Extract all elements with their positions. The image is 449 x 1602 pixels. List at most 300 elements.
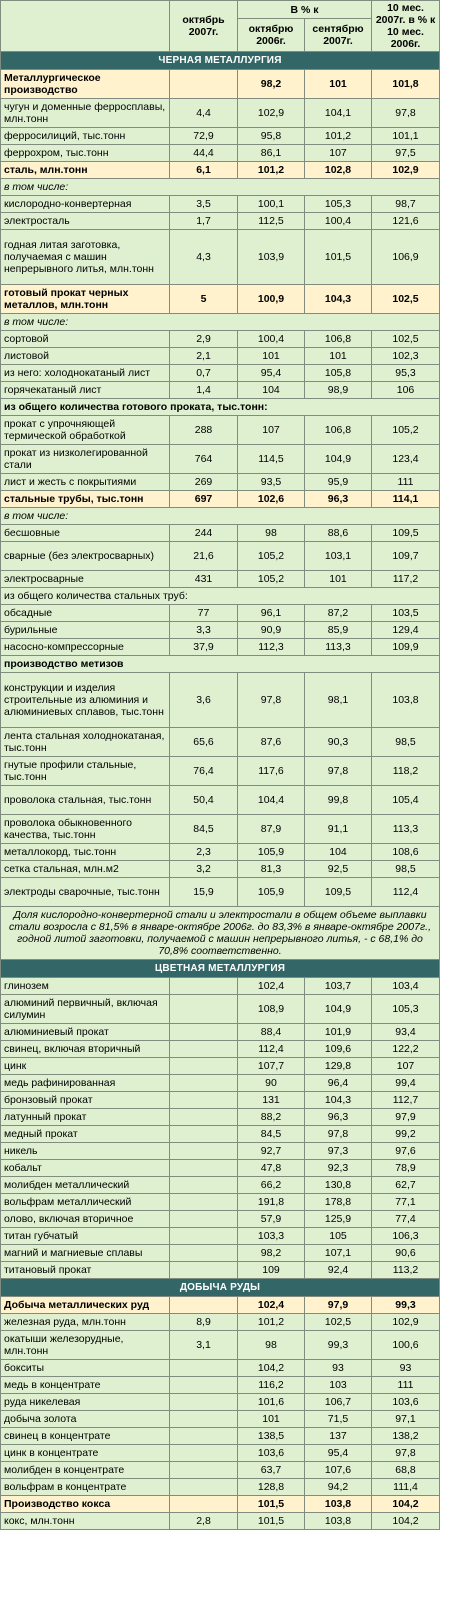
table-row xyxy=(1,1314,440,1331)
value-vs-oct-2006: 128,8 xyxy=(238,1479,305,1496)
header-sep-2007: сентябрю 2007г. xyxy=(305,19,372,52)
section-header: ДОБЫЧА РУДЫ xyxy=(1,1279,440,1297)
value-vs-oct-2006: 93,5 xyxy=(238,474,305,491)
value-vs-oct-2006: 112,4 xyxy=(238,1041,305,1058)
value-10-months: 62,7 xyxy=(372,1177,440,1194)
value-vs-oct-2006: 103,9 xyxy=(238,230,305,285)
value-vs-sep-2007: 97,8 xyxy=(305,1126,372,1143)
value-10-months: 77,1 xyxy=(372,1194,440,1211)
row-label: феррохром, тыс.тонн xyxy=(1,145,170,162)
table-row xyxy=(1,416,440,445)
section-header: ЦВЕТНАЯ МЕТАЛЛУРГИЯ xyxy=(1,960,440,978)
table-row xyxy=(1,1211,440,1228)
row-label: медь в концентрате xyxy=(1,1377,170,1394)
value-10-months: 102,5 xyxy=(372,331,440,348)
value-oct-2007 xyxy=(170,1428,238,1445)
row-label: из него: холоднокатаный лист xyxy=(1,365,170,382)
value-vs-oct-2006: 101,5 xyxy=(238,1513,305,1530)
row-label: бронзовый прокат xyxy=(1,1092,170,1109)
value-oct-2007: 65,6 xyxy=(170,728,238,757)
row-label: листовой xyxy=(1,348,170,365)
table-row xyxy=(1,285,440,314)
value-10-months: 103,6 xyxy=(372,1394,440,1411)
table-row xyxy=(1,508,440,525)
row-label: окатыши железорудные, млн.тонн xyxy=(1,1331,170,1360)
value-vs-sep-2007: 104,9 xyxy=(305,995,372,1024)
value-vs-sep-2007: 137 xyxy=(305,1428,372,1445)
value-vs-oct-2006: 101,6 xyxy=(238,1394,305,1411)
value-vs-sep-2007: 92,4 xyxy=(305,1262,372,1279)
row-label: сталь, млн.тонн xyxy=(1,162,170,179)
value-vs-sep-2007: 178,8 xyxy=(305,1194,372,1211)
value-vs-sep-2007: 104,9 xyxy=(305,445,372,474)
value-vs-sep-2007: 85,9 xyxy=(305,622,372,639)
table-row xyxy=(1,1228,440,1245)
value-oct-2007 xyxy=(170,1211,238,1228)
value-oct-2007: 2,8 xyxy=(170,1513,238,1530)
value-oct-2007: 431 xyxy=(170,571,238,588)
value-vs-oct-2006: 138,5 xyxy=(238,1428,305,1445)
value-vs-oct-2006: 105,2 xyxy=(238,542,305,571)
value-vs-oct-2006: 109 xyxy=(238,1262,305,1279)
value-vs-sep-2007: 107,1 xyxy=(305,1245,372,1262)
value-vs-oct-2006: 191,8 xyxy=(238,1194,305,1211)
value-oct-2007 xyxy=(170,1411,238,1428)
value-vs-sep-2007: 109,6 xyxy=(305,1041,372,1058)
value-oct-2007 xyxy=(170,1194,238,1211)
value-vs-oct-2006: 103,3 xyxy=(238,1228,305,1245)
table-row xyxy=(1,960,440,978)
value-vs-oct-2006: 81,3 xyxy=(238,861,305,878)
row-label: вольфрам металлический xyxy=(1,1194,170,1211)
value-vs-sep-2007: 101 xyxy=(305,70,372,99)
row-label: руда никелевая xyxy=(1,1394,170,1411)
value-vs-sep-2007: 95,4 xyxy=(305,1445,372,1462)
row-label: проволока обыкновенного качества, тыс.тонн xyxy=(1,815,170,844)
value-vs-oct-2006: 98 xyxy=(238,1331,305,1360)
table-row xyxy=(1,1360,440,1377)
row-label: проволока стальная, тыс.тонн xyxy=(1,786,170,815)
value-10-months: 98,7 xyxy=(372,196,440,213)
value-vs-oct-2006: 98 xyxy=(238,525,305,542)
value-oct-2007: 2,3 xyxy=(170,844,238,861)
value-oct-2007: 288 xyxy=(170,416,238,445)
row-label: титан губчатый xyxy=(1,1228,170,1245)
value-vs-oct-2006: 57,9 xyxy=(238,1211,305,1228)
value-vs-oct-2006: 114,5 xyxy=(238,445,305,474)
row-label: бесшовные xyxy=(1,525,170,542)
value-vs-sep-2007: 130,8 xyxy=(305,1177,372,1194)
value-vs-oct-2006: 101 xyxy=(238,348,305,365)
value-10-months: 105,3 xyxy=(372,995,440,1024)
value-10-months: 113,3 xyxy=(372,815,440,844)
row-label: годная литая заготовка, получаемая с машин непрерывного литья, млн.тонн xyxy=(1,230,170,285)
value-vs-sep-2007: 106,8 xyxy=(305,331,372,348)
table-row xyxy=(1,1331,440,1360)
value-vs-oct-2006: 98,2 xyxy=(238,70,305,99)
value-vs-sep-2007: 104,3 xyxy=(305,1092,372,1109)
value-oct-2007: 2,1 xyxy=(170,348,238,365)
table-row xyxy=(1,474,440,491)
value-10-months: 138,2 xyxy=(372,1428,440,1445)
value-oct-2007: 4,3 xyxy=(170,230,238,285)
value-vs-sep-2007: 87,2 xyxy=(305,605,372,622)
row-label: электросталь xyxy=(1,213,170,230)
value-10-months: 109,7 xyxy=(372,542,440,571)
value-vs-sep-2007: 101 xyxy=(305,348,372,365)
value-10-months: 102,3 xyxy=(372,348,440,365)
value-10-months: 90,6 xyxy=(372,1245,440,1262)
row-label: бурильные xyxy=(1,622,170,639)
value-oct-2007 xyxy=(170,1143,238,1160)
value-10-months: 106,9 xyxy=(372,230,440,285)
table-row xyxy=(1,491,440,508)
table-row xyxy=(1,1143,440,1160)
table-row xyxy=(1,445,440,474)
value-vs-oct-2006: 100,4 xyxy=(238,331,305,348)
value-vs-sep-2007: 103,1 xyxy=(305,542,372,571)
value-oct-2007 xyxy=(170,1262,238,1279)
table-row xyxy=(1,978,440,995)
value-10-months: 97,9 xyxy=(372,1109,440,1126)
value-vs-sep-2007: 99,8 xyxy=(305,786,372,815)
value-vs-oct-2006: 107,7 xyxy=(238,1058,305,1075)
value-10-months: 111 xyxy=(372,474,440,491)
value-oct-2007 xyxy=(170,1479,238,1496)
value-vs-oct-2006: 112,5 xyxy=(238,213,305,230)
subgroup-label: в том числе: xyxy=(1,314,440,331)
value-10-months: 97,6 xyxy=(372,1143,440,1160)
value-oct-2007 xyxy=(170,1126,238,1143)
value-vs-sep-2007: 96,3 xyxy=(305,491,372,508)
table-row xyxy=(1,1194,440,1211)
row-label: электросварные xyxy=(1,571,170,588)
table-row xyxy=(1,588,440,605)
value-vs-oct-2006: 95,4 xyxy=(238,365,305,382)
section-header: ЧЕРНАЯ МЕТАЛЛУРГИЯ xyxy=(1,52,440,70)
table-row xyxy=(1,382,440,399)
row-label: цинк xyxy=(1,1058,170,1075)
value-oct-2007 xyxy=(170,1024,238,1041)
value-vs-sep-2007: 98,1 xyxy=(305,673,372,728)
row-label: молибден металлический xyxy=(1,1177,170,1194)
value-vs-sep-2007: 106,8 xyxy=(305,416,372,445)
value-vs-oct-2006: 131 xyxy=(238,1092,305,1109)
value-10-months: 123,4 xyxy=(372,445,440,474)
table-row xyxy=(1,571,440,588)
value-vs-sep-2007: 103,8 xyxy=(305,1496,372,1513)
row-label: ферросилиций, тыс.тонн xyxy=(1,128,170,145)
value-vs-sep-2007: 101,9 xyxy=(305,1024,372,1041)
value-vs-sep-2007: 104 xyxy=(305,844,372,861)
table-row xyxy=(1,52,440,70)
table-row xyxy=(1,1279,440,1297)
row-label: Производство кокса xyxy=(1,1496,170,1513)
value-10-months: 122,2 xyxy=(372,1041,440,1058)
table-row xyxy=(1,331,440,348)
value-10-months: 97,8 xyxy=(372,99,440,128)
header-blank xyxy=(1,1,170,52)
row-label: медный прокат xyxy=(1,1126,170,1143)
value-vs-sep-2007: 101,2 xyxy=(305,128,372,145)
row-label: Добыча металлических руд xyxy=(1,1297,170,1314)
row-label: олово, включая вторичное xyxy=(1,1211,170,1228)
value-vs-sep-2007: 96,3 xyxy=(305,1109,372,1126)
value-oct-2007: 2,9 xyxy=(170,331,238,348)
value-vs-sep-2007: 105,8 xyxy=(305,365,372,382)
value-oct-2007: 697 xyxy=(170,491,238,508)
value-vs-sep-2007: 101,5 xyxy=(305,230,372,285)
value-vs-sep-2007: 104,3 xyxy=(305,285,372,314)
value-10-months: 97,5 xyxy=(372,145,440,162)
value-vs-sep-2007: 103,7 xyxy=(305,978,372,995)
value-10-months: 78,9 xyxy=(372,1160,440,1177)
value-10-months: 114,1 xyxy=(372,491,440,508)
value-vs-sep-2007: 94,2 xyxy=(305,1479,372,1496)
row-label: горячекатаный лист xyxy=(1,382,170,399)
value-oct-2007: 764 xyxy=(170,445,238,474)
value-vs-sep-2007: 102,8 xyxy=(305,162,372,179)
value-vs-sep-2007: 102,5 xyxy=(305,1314,372,1331)
value-oct-2007: 3,5 xyxy=(170,196,238,213)
table-row xyxy=(1,656,440,673)
value-10-months: 93 xyxy=(372,1360,440,1377)
value-vs-oct-2006: 86,1 xyxy=(238,145,305,162)
value-vs-oct-2006: 63,7 xyxy=(238,1462,305,1479)
group-label: из общего количества стальных труб: xyxy=(1,588,440,605)
table-row xyxy=(1,1377,440,1394)
table-row xyxy=(1,314,440,331)
value-oct-2007: 50,4 xyxy=(170,786,238,815)
value-vs-oct-2006: 90 xyxy=(238,1075,305,1092)
table-body xyxy=(1,52,440,1530)
value-oct-2007: 3,3 xyxy=(170,622,238,639)
row-label: латунный прокат xyxy=(1,1109,170,1126)
value-vs-sep-2007: 129,8 xyxy=(305,1058,372,1075)
value-vs-oct-2006: 101,2 xyxy=(238,1314,305,1331)
value-10-months: 106 xyxy=(372,382,440,399)
value-10-months: 68,8 xyxy=(372,1462,440,1479)
value-10-months: 104,2 xyxy=(372,1513,440,1530)
table-row xyxy=(1,605,440,622)
value-oct-2007: 4,4 xyxy=(170,99,238,128)
value-oct-2007 xyxy=(170,995,238,1024)
value-oct-2007: 3,1 xyxy=(170,1331,238,1360)
value-10-months: 105,4 xyxy=(372,786,440,815)
value-vs-oct-2006: 96,1 xyxy=(238,605,305,622)
value-10-months: 107 xyxy=(372,1058,440,1075)
value-vs-oct-2006: 100,1 xyxy=(238,196,305,213)
row-label: лента стальная холоднокатаная, тыс.тонн xyxy=(1,728,170,757)
value-10-months: 100,6 xyxy=(372,1331,440,1360)
value-vs-sep-2007: 99,3 xyxy=(305,1331,372,1360)
value-10-months: 97,8 xyxy=(372,1445,440,1462)
header-percent-group: В % к xyxy=(238,1,372,19)
table-row xyxy=(1,786,440,815)
value-oct-2007: 72,9 xyxy=(170,128,238,145)
table-row xyxy=(1,1058,440,1075)
value-vs-oct-2006: 100,9 xyxy=(238,285,305,314)
row-label: кокс, млн.тонн xyxy=(1,1513,170,1530)
value-vs-sep-2007: 100,4 xyxy=(305,213,372,230)
value-oct-2007: 3,6 xyxy=(170,673,238,728)
table-row xyxy=(1,673,440,728)
value-vs-oct-2006: 97,8 xyxy=(238,673,305,728)
table-row xyxy=(1,1041,440,1058)
row-label: добыча золота xyxy=(1,1411,170,1428)
row-label: кобальт xyxy=(1,1160,170,1177)
value-vs-oct-2006: 98,2 xyxy=(238,1245,305,1262)
header-oct-2006: октябрю 2006г. xyxy=(238,19,305,52)
table-row xyxy=(1,162,440,179)
value-vs-sep-2007: 92,3 xyxy=(305,1160,372,1177)
row-label: железная руда, млн.тонн xyxy=(1,1314,170,1331)
value-vs-oct-2006: 101,5 xyxy=(238,1496,305,1513)
header-oct-2007: октябрь 2007г. xyxy=(170,1,238,52)
value-vs-oct-2006: 102,6 xyxy=(238,491,305,508)
table-row xyxy=(1,1445,440,1462)
value-10-months: 104,2 xyxy=(372,1496,440,1513)
value-10-months: 99,2 xyxy=(372,1126,440,1143)
value-vs-oct-2006: 101 xyxy=(238,1411,305,1428)
value-oct-2007 xyxy=(170,1092,238,1109)
row-label: цинк в концентрате xyxy=(1,1445,170,1462)
table-row xyxy=(1,1262,440,1279)
value-10-months: 117,2 xyxy=(372,571,440,588)
value-vs-sep-2007: 105,3 xyxy=(305,196,372,213)
row-label: гнутые профили стальные, тыс.тонн xyxy=(1,757,170,786)
value-vs-oct-2006: 105,9 xyxy=(238,844,305,861)
value-vs-sep-2007: 107,6 xyxy=(305,1462,372,1479)
row-label: алюминий первичный, включая силумин xyxy=(1,995,170,1024)
row-label: обсадные xyxy=(1,605,170,622)
table-row xyxy=(1,1024,440,1041)
value-oct-2007: 6,1 xyxy=(170,162,238,179)
value-10-months: 109,9 xyxy=(372,639,440,656)
table-row xyxy=(1,995,440,1024)
row-label: магний и магниевые сплавы xyxy=(1,1245,170,1262)
value-vs-oct-2006: 47,8 xyxy=(238,1160,305,1177)
table-row xyxy=(1,1160,440,1177)
table-row xyxy=(1,815,440,844)
value-vs-oct-2006: 105,9 xyxy=(238,878,305,907)
value-vs-sep-2007: 95,9 xyxy=(305,474,372,491)
table-row xyxy=(1,230,440,285)
value-oct-2007: 244 xyxy=(170,525,238,542)
value-oct-2007 xyxy=(170,1109,238,1126)
table-row xyxy=(1,907,440,960)
value-oct-2007: 8,9 xyxy=(170,1314,238,1331)
value-vs-sep-2007: 103 xyxy=(305,1377,372,1394)
value-oct-2007 xyxy=(170,1297,238,1314)
table-row xyxy=(1,1428,440,1445)
value-oct-2007: 1,7 xyxy=(170,213,238,230)
value-oct-2007: 37,9 xyxy=(170,639,238,656)
value-oct-2007 xyxy=(170,1245,238,1262)
table-row xyxy=(1,365,440,382)
value-10-months: 93,4 xyxy=(372,1024,440,1041)
value-vs-oct-2006: 105,2 xyxy=(238,571,305,588)
subgroup-label: в том числе: xyxy=(1,508,440,525)
value-vs-sep-2007: 106,7 xyxy=(305,1394,372,1411)
group-label: из общего количества готового проката, тыс.тонн: xyxy=(1,399,440,416)
row-label: никель xyxy=(1,1143,170,1160)
value-10-months: 99,4 xyxy=(372,1075,440,1092)
value-vs-oct-2006: 92,7 xyxy=(238,1143,305,1160)
value-10-months: 101,1 xyxy=(372,128,440,145)
table-row xyxy=(1,1109,440,1126)
table-row xyxy=(1,399,440,416)
table-row xyxy=(1,757,440,786)
value-vs-sep-2007: 113,3 xyxy=(305,639,372,656)
value-oct-2007: 5 xyxy=(170,285,238,314)
value-oct-2007: 84,5 xyxy=(170,815,238,844)
value-vs-sep-2007: 125,9 xyxy=(305,1211,372,1228)
value-vs-sep-2007: 107 xyxy=(305,145,372,162)
value-oct-2007: 76,4 xyxy=(170,757,238,786)
value-10-months: 106,3 xyxy=(372,1228,440,1245)
value-oct-2007 xyxy=(170,1360,238,1377)
table-row xyxy=(1,878,440,907)
value-10-months: 111 xyxy=(372,1377,440,1394)
value-vs-oct-2006: 108,9 xyxy=(238,995,305,1024)
value-vs-sep-2007: 91,1 xyxy=(305,815,372,844)
table-row xyxy=(1,844,440,861)
row-label: сварные (без электросварных) xyxy=(1,542,170,571)
value-vs-sep-2007: 101 xyxy=(305,571,372,588)
row-label: титановый прокат xyxy=(1,1262,170,1279)
value-10-months: 98,5 xyxy=(372,728,440,757)
value-oct-2007: 21,6 xyxy=(170,542,238,571)
value-10-months: 112,4 xyxy=(372,878,440,907)
value-vs-sep-2007: 90,3 xyxy=(305,728,372,757)
value-vs-oct-2006: 102,4 xyxy=(238,1297,305,1314)
row-label: молибден в концентрате xyxy=(1,1462,170,1479)
subgroup-label: в том числе: xyxy=(1,179,440,196)
table-row xyxy=(1,1496,440,1513)
row-label: конструкции и изделия строительные из алюминия и алюминиевых сплавов, тыс.тонн xyxy=(1,673,170,728)
value-vs-sep-2007: 109,5 xyxy=(305,878,372,907)
value-vs-oct-2006: 90,9 xyxy=(238,622,305,639)
value-vs-oct-2006: 88,4 xyxy=(238,1024,305,1041)
table-row xyxy=(1,1462,440,1479)
row-label: вольфрам в концентрате xyxy=(1,1479,170,1496)
value-vs-oct-2006: 95,8 xyxy=(238,128,305,145)
value-10-months: 102,5 xyxy=(372,285,440,314)
value-10-months: 99,3 xyxy=(372,1297,440,1314)
table-row xyxy=(1,525,440,542)
value-vs-oct-2006: 102,9 xyxy=(238,99,305,128)
row-label: прокат из низколегированной стали xyxy=(1,445,170,474)
value-10-months: 102,9 xyxy=(372,1314,440,1331)
table-row xyxy=(1,542,440,571)
table-row xyxy=(1,179,440,196)
value-vs-sep-2007: 103,8 xyxy=(305,1513,372,1530)
value-oct-2007 xyxy=(170,1177,238,1194)
table-row xyxy=(1,1394,440,1411)
row-label: электроды сварочные, тыс.тонн xyxy=(1,878,170,907)
table-row xyxy=(1,1513,440,1530)
value-vs-oct-2006: 117,6 xyxy=(238,757,305,786)
value-10-months: 105,2 xyxy=(372,416,440,445)
table-row xyxy=(1,348,440,365)
table-row xyxy=(1,128,440,145)
value-vs-oct-2006: 87,9 xyxy=(238,815,305,844)
table-row xyxy=(1,1177,440,1194)
value-vs-oct-2006: 103,6 xyxy=(238,1445,305,1462)
table-row xyxy=(1,1411,440,1428)
value-oct-2007: 1,4 xyxy=(170,382,238,399)
